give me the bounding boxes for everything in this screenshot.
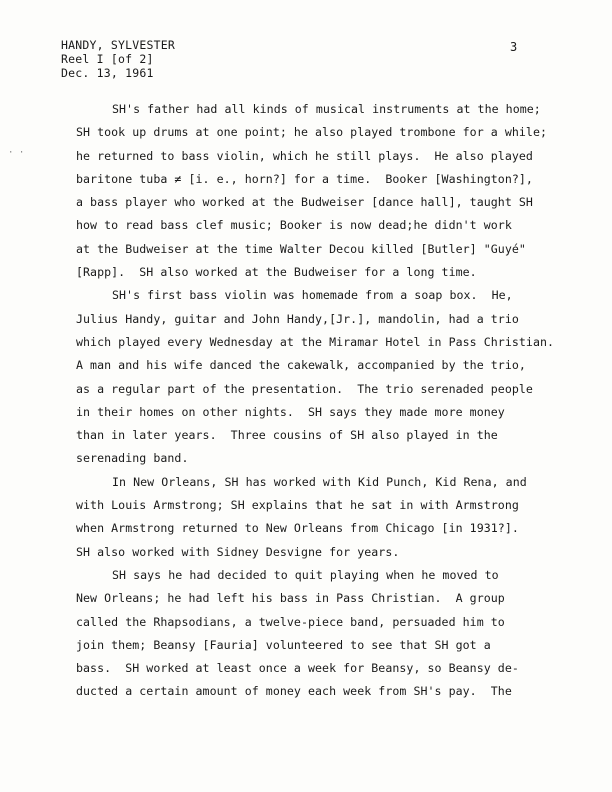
- text-line: SH's first bass violin was homemade from a soap box. He,: [112, 288, 513, 303]
- text-line: when Armstrong returned to New Orleans from Chicago [in 1931?].: [76, 521, 519, 536]
- text-line: a bass player who worked at the Budweiser [dance hall], taught SH: [76, 195, 533, 210]
- text-line: SH's father had all kinds of musical instruments at the home;: [112, 102, 541, 116]
- transcript-body: [76, 98, 555, 704]
- text-line: as a regular part of the presentation. The trio serenaded people: [76, 381, 533, 396]
- text-line: A man and his wife danced the cakewalk, accompanied by the trio,: [76, 358, 526, 373]
- text-line: at the Budweiser at the time Walter Decou killed [Butler] "Guyé": [76, 241, 526, 256]
- text-line: than in later years. Three cousins of SH also played in the: [76, 428, 498, 443]
- text-line: In New Orleans, SH has worked with Kid Punch, Kid Rena, and: [112, 474, 527, 489]
- margin-mark: · ·: [8, 148, 25, 158]
- text-line: join them; Beansy [Fauria] volunteered to see that SH got a: [76, 637, 491, 652]
- interview-date: Dec. 13, 1961: [61, 66, 154, 80]
- text-line: New Orleans; he had left his bass in Pass Christian. A group: [76, 591, 505, 606]
- text-line: how to read bass clef music; Booker is now dead;he didn't work: [76, 218, 512, 233]
- text-line: serenading band.: [76, 451, 189, 466]
- text-line: called the Rhapsodians, a twelve-piece band, persuaded him to: [76, 614, 505, 629]
- text-line: he returned to bass violin, which he still plays. He also played: [76, 148, 533, 163]
- text-line: which played every Wednesday at the Miramar Hotel in Pass Christian.: [76, 334, 555, 349]
- text-line: with Louis Armstrong; SH explains that he sat in with Armstrong: [76, 498, 519, 513]
- text-line: SH took up drums at one point; he also played trombone for a while;: [76, 125, 548, 140]
- text-line: baritone tuba ≠ [i. e., horn?] for a time. Booker [Washington?],: [76, 171, 533, 186]
- text-line: ducted a certain amount of money each week from SH's pay. The: [76, 684, 512, 699]
- document-header: [61, 38, 175, 80]
- text-line: Julius Handy, guitar and John Handy,[Jr.], mandolin, had a trio: [76, 311, 519, 326]
- interviewee-name: HANDY, SYLVESTER: [61, 38, 175, 52]
- text-line: bass. SH worked at least once a week for Beansy, so Beansy de-: [76, 661, 519, 676]
- text-line: SH says he had decided to quit playing when he moved to: [112, 567, 499, 582]
- text-line: in their homes on other nights. SH says they made more money: [76, 404, 505, 419]
- text-line: SH also worked with Sidney Desvigne for years.: [76, 544, 400, 559]
- text-line: [Rapp]. SH also worked at the Budweiser for a long time.: [76, 265, 477, 280]
- reel-label: Reel I [of 2]: [61, 52, 154, 66]
- page-number: 3: [510, 40, 518, 54]
